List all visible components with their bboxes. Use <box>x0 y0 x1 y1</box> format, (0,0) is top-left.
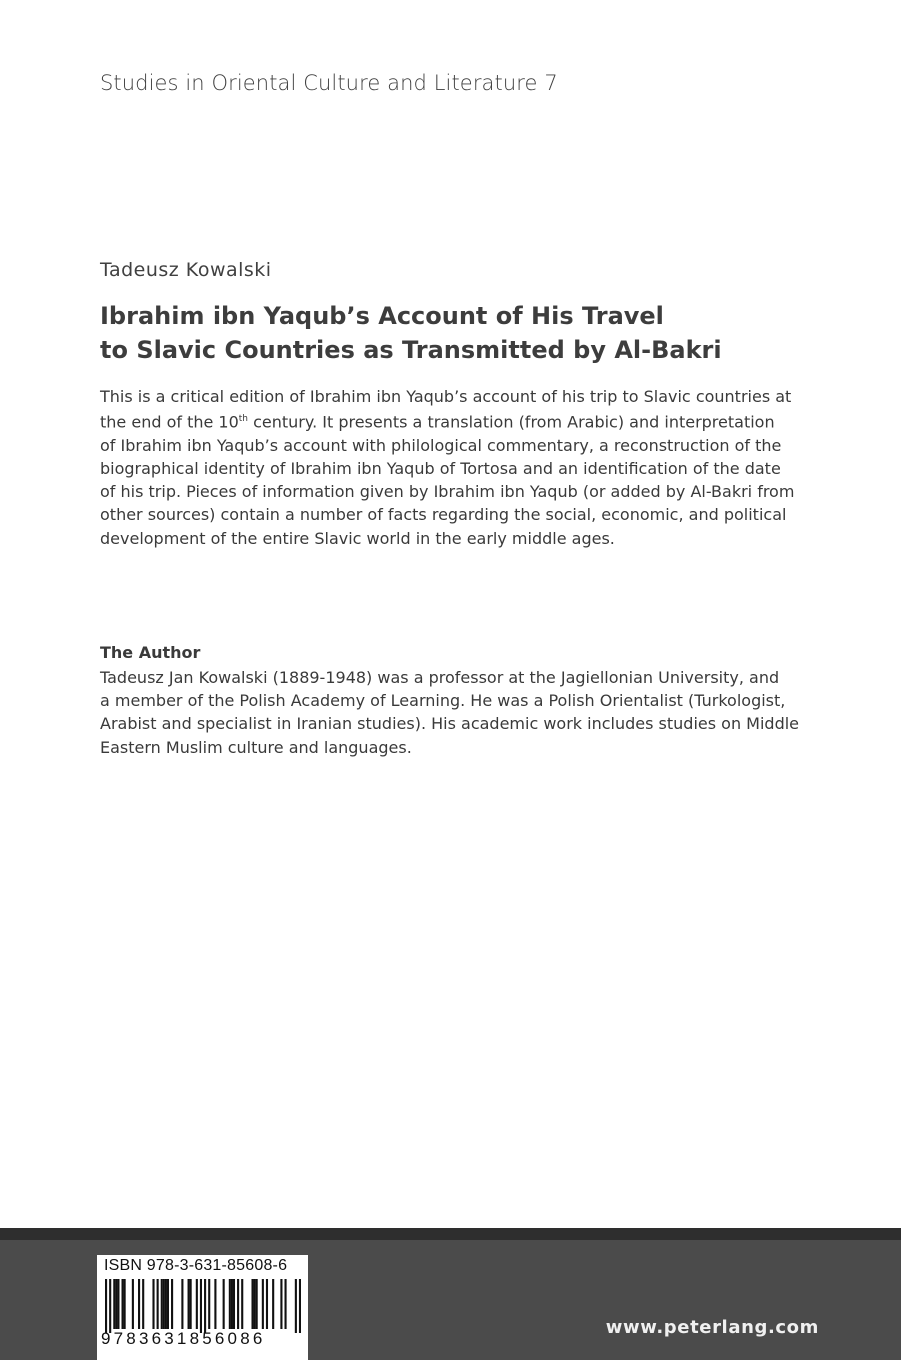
barcode-bar <box>251 1279 253 1329</box>
book-title-line: Ibrahim ibn Yaqub’s Account of His Travel <box>100 302 664 330</box>
barcode-bar <box>233 1279 235 1329</box>
barcode-bar <box>113 1279 115 1329</box>
barcode-bar <box>262 1279 264 1329</box>
barcode-bar <box>200 1279 202 1333</box>
barcode-bar <box>204 1279 206 1333</box>
barcode-bar <box>165 1279 167 1329</box>
author-name: Tadeusz Kowalski <box>100 259 272 281</box>
barcode-bar <box>266 1279 268 1329</box>
barcode-digits: 9783631856086 <box>101 1329 266 1348</box>
publisher-website: www.peterlang.com <box>605 1317 819 1338</box>
description-line: other sources) contain a number of facts regarding the social, economic, and political <box>100 505 787 525</box>
barcode-bar <box>214 1279 216 1329</box>
barcode-bar <box>152 1279 154 1329</box>
description-line <box>100 408 820 434</box>
author-section-heading: The Author <box>100 643 201 662</box>
biography-line: Eastern Muslim culture and languages. <box>100 737 412 757</box>
biography-line: a member of the Polish Academy of Learning. He was a Polish Orientalist (Turkologist, <box>100 691 786 711</box>
barcode-bar <box>157 1279 159 1329</box>
description-line: This is a critical edition of Ibrahim ibn Yaqub’s account of his trip to Slavic countries at <box>100 387 792 406</box>
description-text: century. It presents a translation (from Arabic) and interpretation <box>248 412 775 432</box>
barcode-bar <box>237 1279 239 1329</box>
barcode-bar <box>105 1279 107 1333</box>
book-title-line: to Slavic Countries as Transmitted by Al-Bakri <box>100 336 722 364</box>
barcode-bar <box>124 1279 126 1329</box>
barcode-bar <box>163 1279 165 1329</box>
barcode-bar <box>284 1279 286 1329</box>
barcode-bar <box>280 1279 282 1329</box>
description-line: biographical identity of Ibrahim ibn Yaqub of Tortosa and an identification of the date <box>100 458 781 478</box>
barcode-bar <box>122 1279 124 1329</box>
barcode-bar <box>254 1279 256 1329</box>
barcode-bar <box>161 1279 163 1329</box>
barcode-bar <box>208 1279 210 1329</box>
barcode-bar <box>223 1279 225 1329</box>
barcode-bar <box>171 1279 173 1329</box>
barcode-bar <box>115 1279 117 1329</box>
book-description <box>100 385 820 550</box>
isbn-label: ISBN 978-3-631-85608-6 <box>104 1257 288 1274</box>
isbn-barcode <box>97 1255 308 1360</box>
barcode-bars <box>105 1279 301 1333</box>
barcode-bar <box>256 1279 258 1329</box>
barcode-bar <box>109 1279 111 1333</box>
barcode-bar <box>117 1279 119 1329</box>
description-line: of his trip. Pieces of information given by Ibrahim ibn Yaqub (or added by Al-Bakri from <box>100 482 795 502</box>
barcode-bar <box>167 1279 169 1329</box>
description-line: of Ibrahim ibn Yaqub’s account with philological commentary, a reconstruction of the <box>100 435 782 455</box>
description-text: the end of the 10 <box>100 412 239 432</box>
barcode-bar <box>196 1279 198 1329</box>
author-biography <box>100 666 820 759</box>
barcode-bar <box>138 1279 140 1329</box>
biography-line: Arabist and specialist in Iranian studies). His academic work includes studies on Middle <box>100 714 800 734</box>
barcode-bar <box>299 1279 301 1333</box>
barcode-bar <box>142 1279 144 1329</box>
biography-line: Tadeusz Jan Kowalski (1889-1948) was a professor at the Jagiellonian University, and <box>100 668 780 687</box>
barcode-bar <box>190 1279 192 1329</box>
description-line: development of the entire Slavic world in the early middle ages. <box>100 528 615 548</box>
series-title: Studies in Oriental Culture and Literature 7 <box>100 71 558 95</box>
book-title <box>100 299 860 367</box>
barcode-bar <box>229 1279 231 1329</box>
ordinal-superscript: th <box>238 414 249 425</box>
barcode-bar <box>241 1279 243 1329</box>
barcode-bar <box>272 1279 274 1329</box>
barcode-bar <box>181 1279 183 1329</box>
barcode-bar <box>295 1279 297 1333</box>
barcode-bar <box>132 1279 134 1329</box>
barcode-bar <box>188 1279 190 1329</box>
barcode-bar <box>231 1279 233 1329</box>
